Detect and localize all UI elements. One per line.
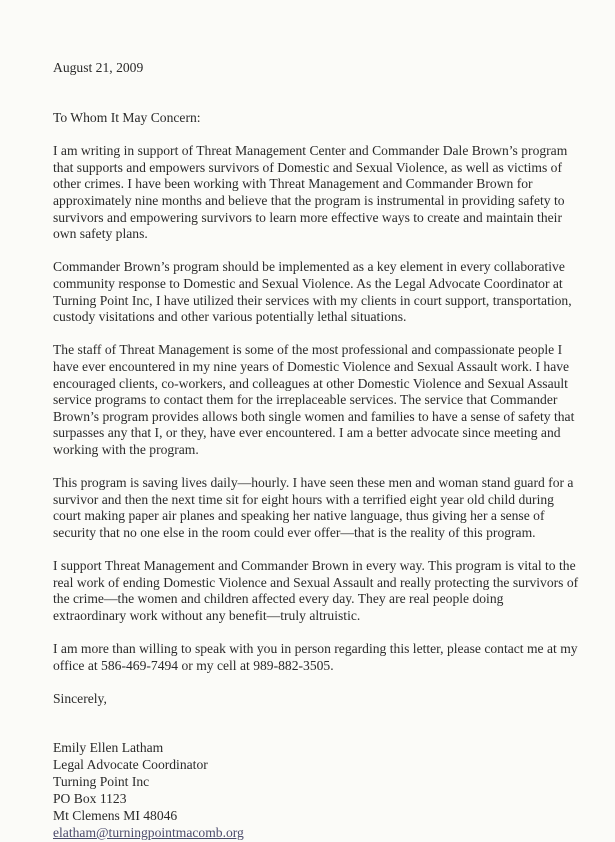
- text-line: the crime—the women and children affected every day. They are real people doing: [53, 591, 504, 607]
- text-line: Commander Brown’s program should be implemented as a key element in every collaborative: [53, 259, 565, 275]
- signer-title: Legal Advocate Coordinator: [53, 757, 208, 773]
- text-line: working with the program.: [53, 441, 199, 457]
- signer-email-link[interactable]: elatham@turningpointmacomb.org: [53, 824, 244, 840]
- paragraph-1: [53, 143, 608, 243]
- paragraph-4: [53, 475, 608, 541]
- paragraph-2: [53, 259, 608, 325]
- closing: Sincerely,: [53, 690, 107, 706]
- text-line: I am more than willing to speak with you in person regarding this letter, please contact me at my: [53, 641, 578, 656]
- text-line: encouraged clients, co-workers, and colleagues at other Domestic Violence and Sexual Assault: [53, 375, 568, 391]
- text-line: office at 586-469-7494 or my cell at 989-882-3505.: [53, 657, 334, 673]
- signer-po-box: PO Box 1123: [53, 791, 127, 807]
- text-line: survivor and then the next time sit for eight hours with a terrified eight year old child during: [53, 491, 554, 507]
- paragraph-6: [53, 641, 608, 674]
- signer-name: Emily Ellen Latham: [53, 740, 164, 756]
- text-line: Turning Point Inc, I have utilized their services with my clients in court support, transportation,: [53, 292, 572, 308]
- text-line: This program is saving lives daily—hourly. I have seen these men and woman stand guard for a: [53, 475, 574, 491]
- letter-date: August 21, 2009: [53, 60, 144, 75]
- text-line: service programs to contact them for the irreplaceable services. The service that Commander: [53, 392, 558, 408]
- text-line: court making paper air planes and speaking her native language, thus giving her a sense of: [53, 508, 545, 524]
- text-line: surpasses any that I, or they, have ever encountered. I am a better advocate since meeting and: [53, 425, 561, 441]
- text-line: other crimes. I have been working with Threat Management and Commander Brown for: [53, 176, 533, 192]
- text-line: I am writing in support of Threat Management Center and Commander Dale Brown’s program: [53, 143, 568, 159]
- text-line: survivors and empowering survivors to learn more effective ways to create and maintain their: [53, 209, 562, 225]
- signature-block: [53, 740, 608, 841]
- text-line: approximately nine months and believe that the program is instrumental in providing safety to: [53, 192, 565, 208]
- text-line: that supports and empowers survivors of Domestic and Sexual Violence, as well as victims of: [53, 159, 562, 175]
- text-line: own safety plans.: [53, 226, 148, 242]
- text-line: security that no one else in the room could ever offer—that is the reality of this program.: [53, 524, 536, 540]
- text-line: extraordinary work without any benefit—truly altruistic.: [53, 607, 361, 623]
- paragraph-5: [53, 558, 608, 624]
- text-line: Brown’s program provides allows both single women and families to have a sense of safety that: [53, 408, 575, 424]
- text-line: custody visitations and other various potentially lethal situations.: [53, 309, 407, 325]
- paragraph-3: [53, 342, 608, 458]
- signer-city-state-zip: Mt Clemens MI 48046: [53, 808, 178, 823]
- signer-organization: Turning Point Inc: [53, 774, 150, 790]
- text-line: The staff of Threat Management is some of the most professional and compassionate people I: [53, 342, 563, 358]
- text-line: community response to Domestic and Sexual Violence. As the Legal Advocate Coordinator at: [53, 275, 563, 291]
- letter: [53, 60, 608, 842]
- text-line: have ever encountered in my nine years of Domestic Violence and Sexual Assault work. I have: [53, 358, 570, 374]
- salutation: To Whom It May Concern:: [53, 109, 201, 125]
- text-line: I support Threat Management and Commander Brown in every way. This program is vital to the: [53, 558, 576, 574]
- text-line: real work of ending Domestic Violence and Sexual Assault and really protecting the survivors of: [53, 574, 579, 590]
